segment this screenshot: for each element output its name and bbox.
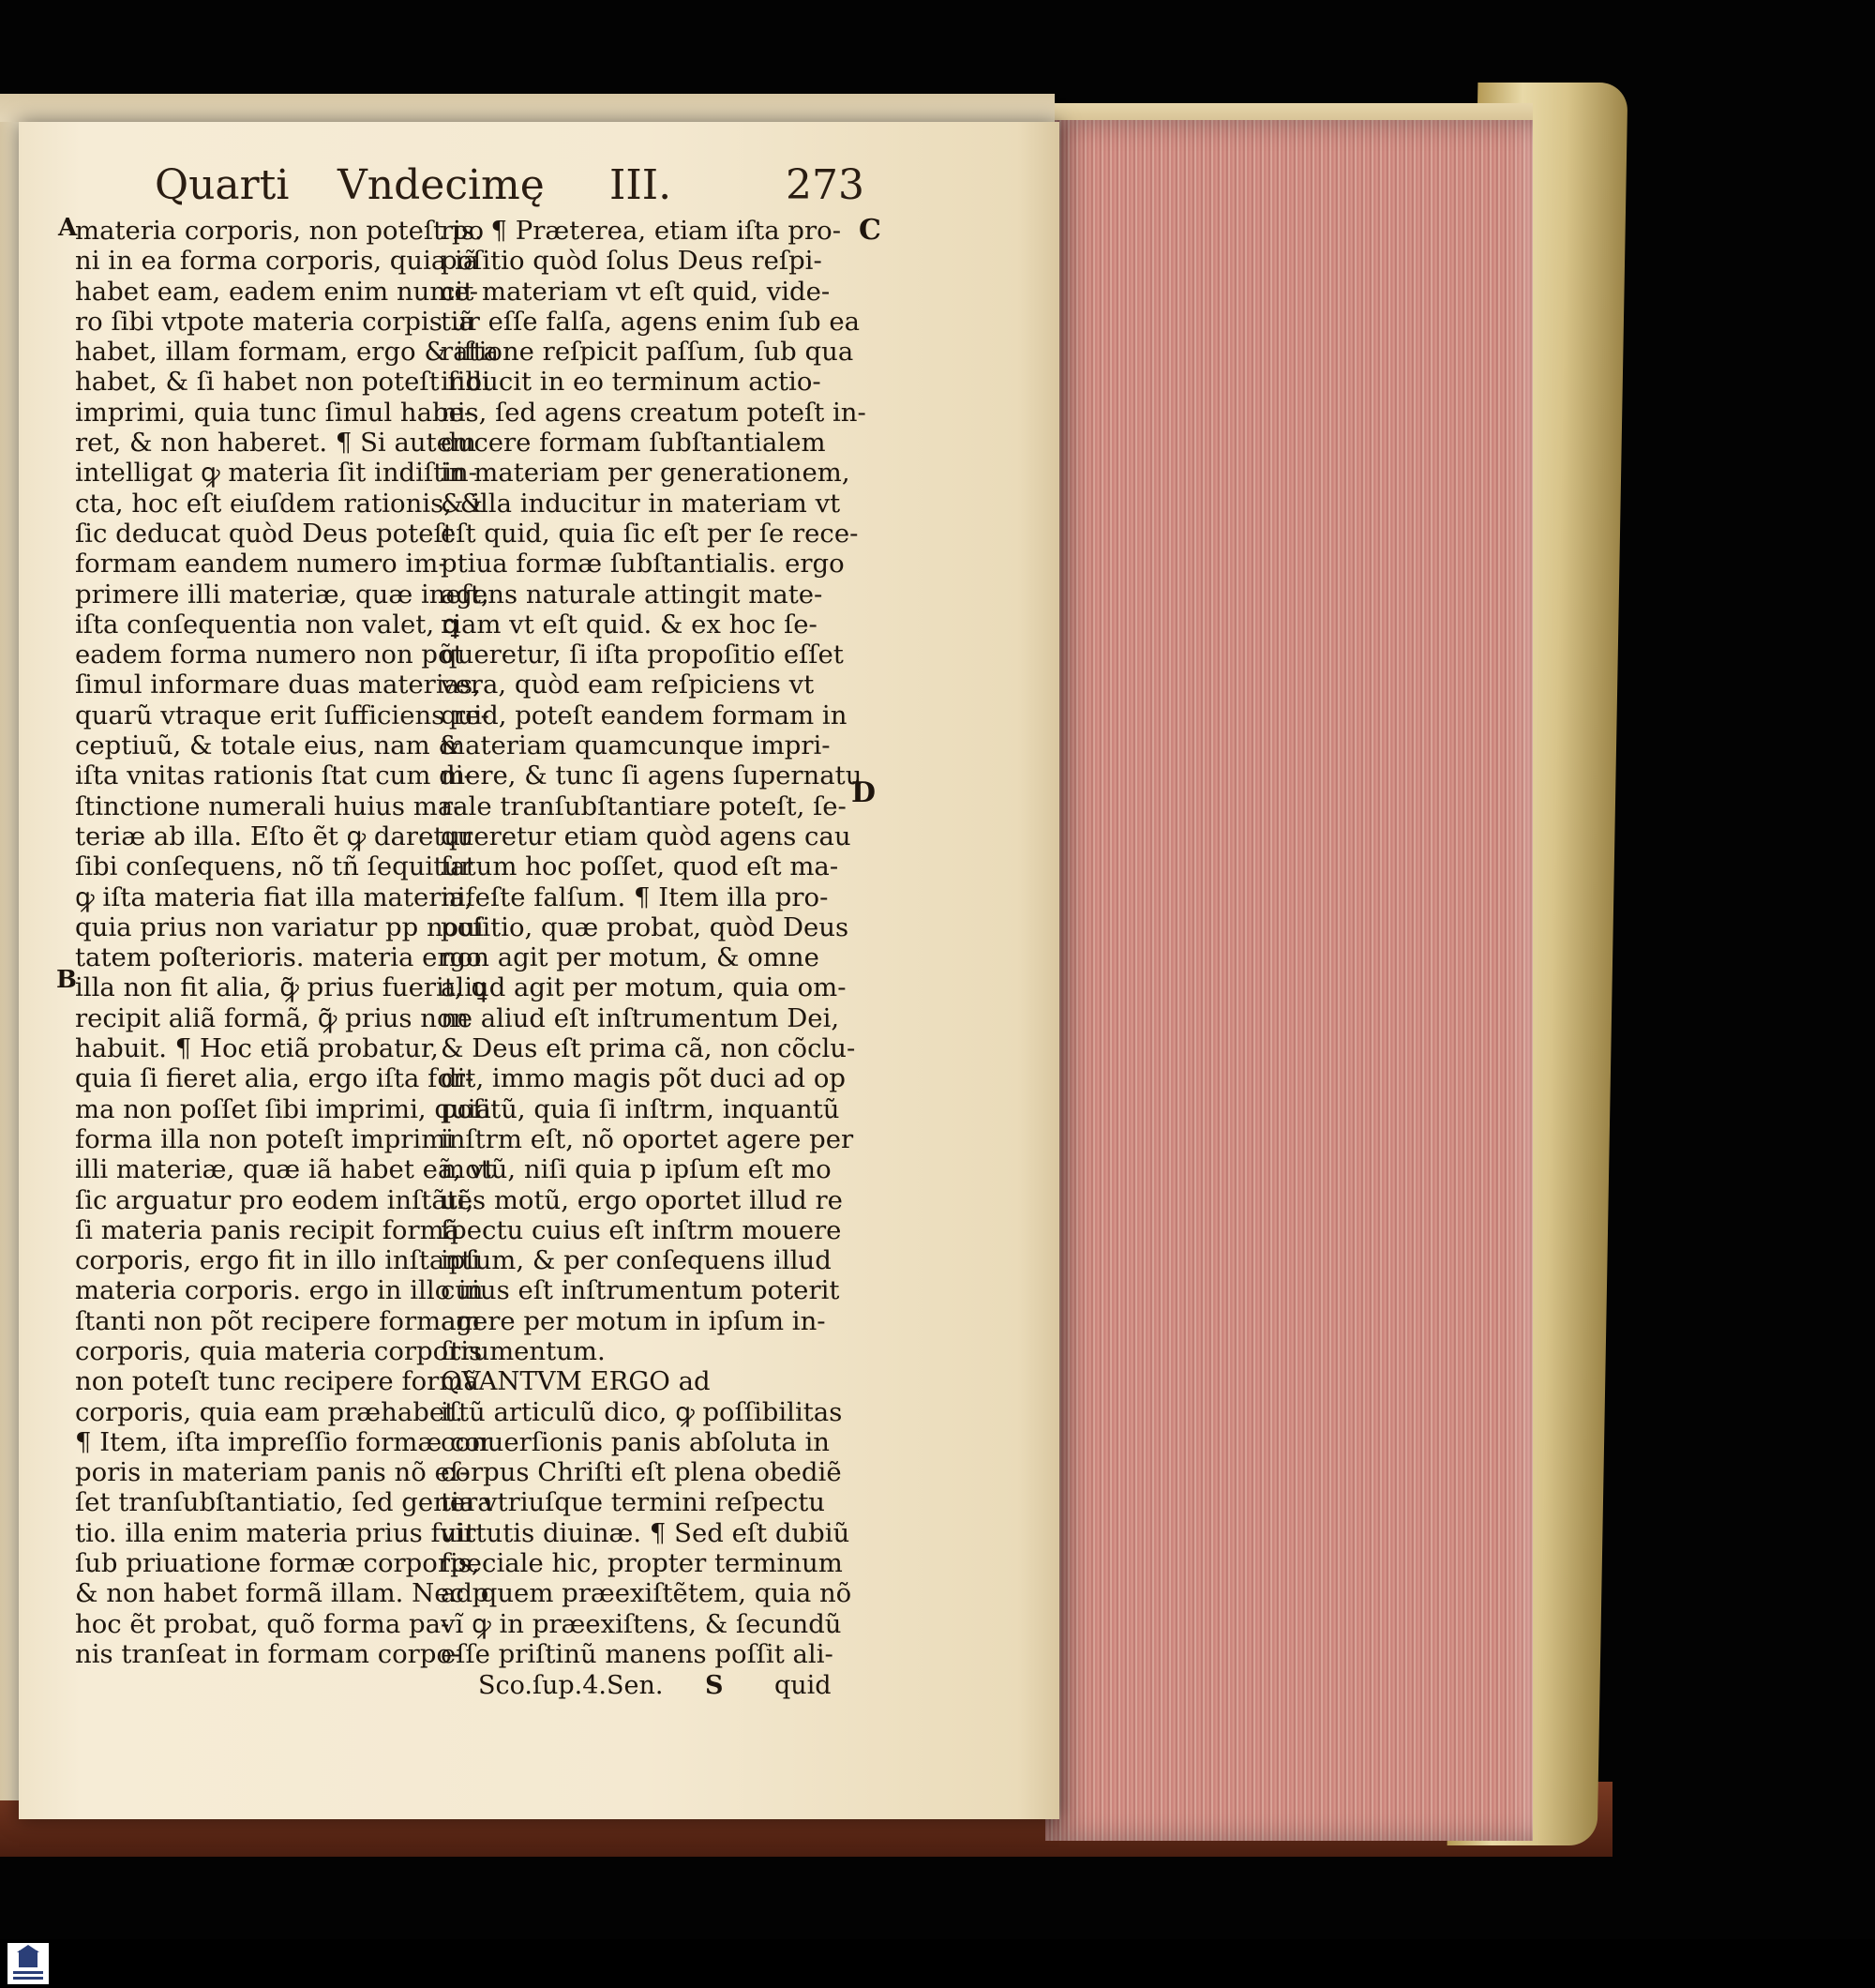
right-column-line: uẽs motũ, ergo oportet illud re [441,1184,843,1215]
left-column-line: poris in materiam panis nõ eſ- [75,1457,469,1488]
right-column-line: poſitio quòd ſolus Deus reſpi- [441,246,822,277]
left-column-line: ſimul informare duas materias, [75,670,481,700]
left-column-line: recipit aliã formã, ꝙ̃ prius non [75,1002,470,1033]
right-column-line: & Deus eſt prima cã, non cõclu- [441,1033,856,1064]
left-column-line: nis tranſeat in formam corpo- [75,1638,461,1669]
left-column-line: quia ſi fieret alia, ergo iſta for- [75,1063,474,1094]
left-column-line: materia corporis, non poteſt po [75,216,485,246]
right-column-line: eſſe priſtinũ manens poſſit ali- [441,1638,833,1669]
left-column-line: tatem poſterioris. materia ergo [75,942,482,973]
right-column-line: ſtrumentum. [441,1335,606,1366]
right-column-line: ratione reſpicit paſſum, ſub qua [441,337,854,368]
right-column-line: eſt quid, quia ſic eſt per ſe rece- [441,518,859,549]
left-column-line: corporis, quia eam præhabet. [75,1396,463,1427]
right-column-line: materiam quamcunque impri- [441,730,831,761]
left-column-line: teriæ ab illa. Eſto ẽt ꝙ daretur [75,821,473,851]
left-column-line: ni in ea forma corporis, quia iã [75,246,479,277]
signature-mark: S [705,1671,724,1700]
margin-letter-d: D [851,776,877,809]
right-column-line: tia vtriuſque termini reſpectu [441,1487,825,1518]
left-column-line: quarũ vtraque erit ſufficiens re- [75,700,489,730]
right-text-column [441,216,866,1669]
left-column-line: hoc ẽt probat, quõ forma pa- [75,1608,450,1639]
left-column-line: iſta vnitas rationis ſtat cum di- [75,761,472,791]
right-column-line: motũ, niſi quia p ipſum eſt mo [441,1154,832,1185]
right-column-line: poſitũ, quia ſi inſtrm, inquantũ [441,1093,840,1124]
right-column-line: quid, poteſt eandem formam in [441,700,848,730]
right-column-line: poſitio, quæ probat, quòd Deus [441,911,849,942]
left-column-line: ſibi conſequens, nõ tñ ſequitur [75,851,473,882]
left-column-line: formam eandem numero im- [75,549,447,580]
page-number: 273 [786,161,864,209]
right-column-line: conuerſionis panis abſoluta in [441,1426,830,1457]
right-column-line: ſpectu cuius eſt inſtrm mouere [441,1214,842,1245]
left-column-line: habet eam, eadem enim nume- [75,276,479,307]
right-column-line: ducere formam ſubſtantialem [441,428,826,459]
right-column-line: agens naturale attingit mate- [441,579,823,610]
right-column-line: queretur etiam quòd agens cau [441,821,851,851]
left-column-line: forma illa non poteſt imprimi [75,1123,455,1154]
left-column-line: non poteſt tunc recipere formã [75,1366,479,1397]
margin-letter-b: B [56,966,77,994]
right-column-line: virtutis diuinæ. ¶ Sed eſt dubiũ [441,1517,850,1548]
right-column-line: mere, & tunc ſi agens ſupernatu [441,761,862,791]
margin-letter-a: A [58,214,78,242]
right-column-line: cuius eſt inſtrumentum poterit [441,1275,840,1306]
left-column-line: ſic arguatur pro eodem inſtãti, [75,1184,474,1215]
right-column-line: queretur, ſi iſta propoſitio eſſet [441,640,844,670]
left-column-line: eadem forma numero non põt [75,640,464,670]
right-column-line: QVANTVM ERGO ad [441,1366,711,1397]
left-column-line: ceptiuũ, & totale eius, nam & [75,730,461,761]
left-column-line: ¶ Item, iſta impreſſio formæ cor [75,1426,493,1457]
right-column-line: & illa inducitur in materiam vt [441,488,841,519]
right-column-line: rale tranſubſtantiare poteſt, ſe- [441,791,847,821]
right-column-line: agere per motum in ipſum in- [441,1305,826,1336]
left-column-line: iſta conſequentia non valet, ꝗ [75,609,459,640]
margin-letter-c: C [859,214,881,247]
left-column-line: corporis, quia materia corporis [75,1335,483,1366]
left-text-column [75,216,499,1669]
left-column-line: ſtinctione numerali huius ma- [75,791,462,821]
right-column-line: inſtrm eſt, nõ oportet agere per [441,1123,854,1154]
right-column-line: ſpeciale hic, propter terminum [441,1548,843,1579]
left-column-line: imprimi, quia tunc ſimul habe- [75,397,473,428]
left-column-line: ma non poſſet ſibi imprimi, quia [75,1093,491,1124]
right-column-line: in materiam per generationem, [441,458,850,489]
red-page-edges [1045,120,1533,1841]
right-column-line: aliud agit per motum, quia om- [441,972,847,1003]
right-column-line: vĩ ꝙ in præexiſtens, & ſecundũ [441,1608,842,1639]
left-column-line: quia prius non variatur pp noui [75,911,484,942]
right-column-line: ne aliud eſt inſtrumentum Dei, [441,1002,840,1033]
library-logo-icon [8,1943,49,1984]
running-head-roman: III. [609,161,672,209]
catchword: quid [774,1671,832,1700]
left-column-line: cta, hoc eſt eiuſdem rationis, & [75,488,484,519]
right-column-line: ipſum, & per conſequens illud [441,1245,832,1276]
left-column-line: intelligat ꝙ materia ſit indiſtin- [75,458,477,489]
right-column-line: dit, immo magis põt duci ad op [441,1063,847,1094]
left-column-line: ſub priuatione formæ corporis, [75,1548,480,1579]
left-column-line: habet, & ſi habet non poteſt ſibi [75,367,490,398]
right-column-line: ad quem præexiſtẽtem, quia nõ [441,1578,852,1609]
right-column-line: inducit in eo terminum actio- [441,367,821,398]
right-column-line: cit materiam vt eſt quid, vide- [441,276,831,307]
left-column-line: illa non fit alia, ꝙ̃ prius fuerit, ꝗ [75,972,488,1003]
right-column-line: ſatum hoc poſſet, quod eſt ma- [441,851,839,882]
library-logo [8,1943,49,1984]
right-column-line: non agit per motum, & omne [441,942,819,973]
left-column-line: ret, & non haberet. ¶ Si autem [75,428,476,459]
left-column-line: ſi materia panis recipit formã [75,1214,460,1245]
left-column-line: habuit. ¶ Hoc etiã probatur, [75,1033,439,1064]
left-column-line: corporis, ergo fit in illo inſtanti [75,1245,480,1276]
right-column-line: iſtũ articulũ dico, ꝙ poſſibilitas [441,1396,843,1427]
right-column-line: riam vt eſt quid. & ex hoc ſe- [441,609,818,640]
right-column-line: tur eſſe falſa, agens enim ſub ea [441,306,861,337]
left-column-line: ꝙ iſta materia fiat illa materia, [75,881,473,912]
right-column-line: vera, quòd eam reſpiciens vt [441,670,815,700]
catchline: Sco.ſup.4.Sen. [478,1671,664,1700]
right-column-line: ris. ¶ Præterea, etiam iſta pro- [441,216,841,246]
running-head-left: Quarti [155,161,290,209]
running-head-middle: Vndecimę [338,161,545,209]
left-column-line: & non habet formã illam. Nec p [75,1578,489,1609]
right-column-line: nifeſte falſum. ¶ Item illa pro- [441,881,829,912]
right-column-line: corpus Chriſti eſt plena obediẽ [441,1457,842,1488]
left-column-line: ſet tranſubſtantiatio, ſed genera [75,1487,493,1518]
left-column-line: primere illi materiæ, quæ ineſt, [75,579,489,610]
left-column-line: ſic deducat quòd Deus poteſt [75,518,454,549]
left-column-line: ro ſibi vtpote materia corpis iã [75,306,474,337]
right-column-line: ptiua formæ ſubſtantialis. ergo [441,549,845,580]
left-column-line: habet, illam formam, ergo & iſta [75,337,499,368]
left-column-line: materia corporis. ergo in illo in [75,1275,484,1306]
left-column-line: illi materiæ, quæ iã habet eã, vt [75,1154,495,1185]
right-column-line: nis, ſed agens creatum poteſt in- [441,397,866,428]
left-column-line: tio. illa enim materia prius fuit [75,1517,476,1548]
left-column-line: ſtanti non põt recipere formam [75,1305,481,1336]
